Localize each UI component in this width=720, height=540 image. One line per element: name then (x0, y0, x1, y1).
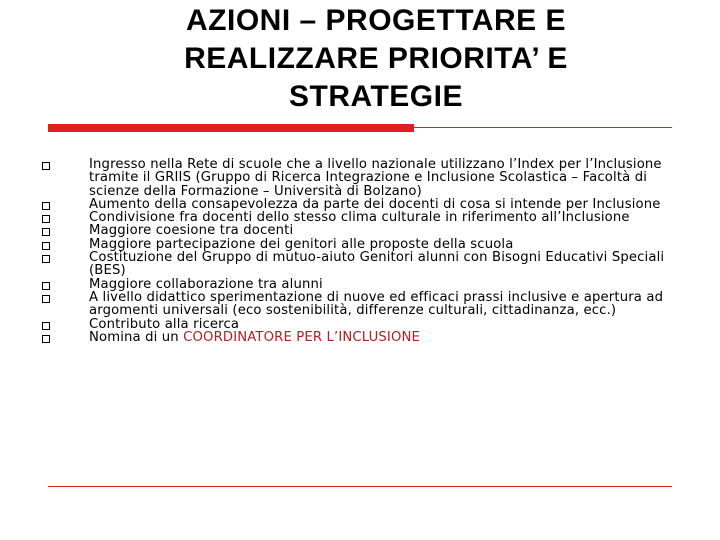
bullet-text: Costituzione del Gruppo di mutuo-aiuto Genitori alunni con Bisogni Educativi Speciali (BES) (89, 250, 665, 279)
slide-title (96, 2, 656, 116)
bullet-text: Ingresso nella Rete di scuole che a livello nazionale utilizzano l’Index per l’Inclusione tramite il GRIIS (Gruppo di Ricerca Integrazione e Inclusione Scolastica – Facoltà di scienze della Formazione – Università di Bolzano) (89, 157, 662, 199)
title-underline-bar (48, 124, 414, 132)
bullet-text: Maggiore partecipazione dei genitori alle proposte della scuola (89, 236, 514, 252)
bullet-text: Maggiore coesione tra docenti (89, 223, 294, 239)
square-bullet-icon (42, 255, 50, 263)
bullet-item (42, 291, 682, 318)
square-bullet-icon (42, 215, 50, 223)
bullet-item (42, 318, 682, 331)
bullet-text-prefix: Nomina di un (89, 329, 184, 345)
title-line-1: AZIONI – PROGETTARE E (186, 4, 566, 37)
bullet-list (42, 158, 682, 344)
bullet-item (42, 211, 682, 224)
square-bullet-icon (42, 162, 50, 170)
title-line-3: STRATEGIE (289, 80, 463, 113)
bullet-item (42, 331, 682, 344)
bullet-item (42, 224, 682, 237)
bullet-item (42, 251, 682, 278)
bullet-text: Maggiore collaborazione tra alunni (89, 276, 323, 292)
square-bullet-icon (42, 202, 50, 210)
square-bullet-icon (42, 335, 50, 343)
bottom-divider (48, 486, 672, 487)
square-bullet-icon (42, 295, 50, 303)
square-bullet-icon (42, 322, 50, 330)
title-line-2: REALIZZARE PRIORITA’ E (184, 42, 568, 75)
bullet-text: Contributo alla ricerca (89, 316, 240, 332)
bullet-item (42, 278, 682, 291)
bullet-text: Condivisione fra docenti dello stesso clima culturale in riferimento all’Inclusione (89, 210, 630, 226)
bullet-text: A livello didattico sperimentazione di nuove ed efficaci prassi inclusive e apertura ad argomenti universali (eco sostenibilità, differenze culturali, cittadinanza, ecc.) (89, 289, 664, 319)
bullet-text: Aumento della consapevolezza da parte dei docenti di cosa si intende per Inclusione (89, 196, 661, 212)
square-bullet-icon (42, 228, 50, 236)
bullet-item (42, 198, 682, 211)
bullet-item (42, 238, 682, 251)
square-bullet-icon (42, 242, 50, 250)
square-bullet-icon (42, 282, 50, 290)
bullet-item (42, 158, 682, 198)
coordinator-highlight: COORDINATORE PER L’INCLUSIONE (183, 329, 421, 345)
title-underline-line (414, 127, 672, 128)
